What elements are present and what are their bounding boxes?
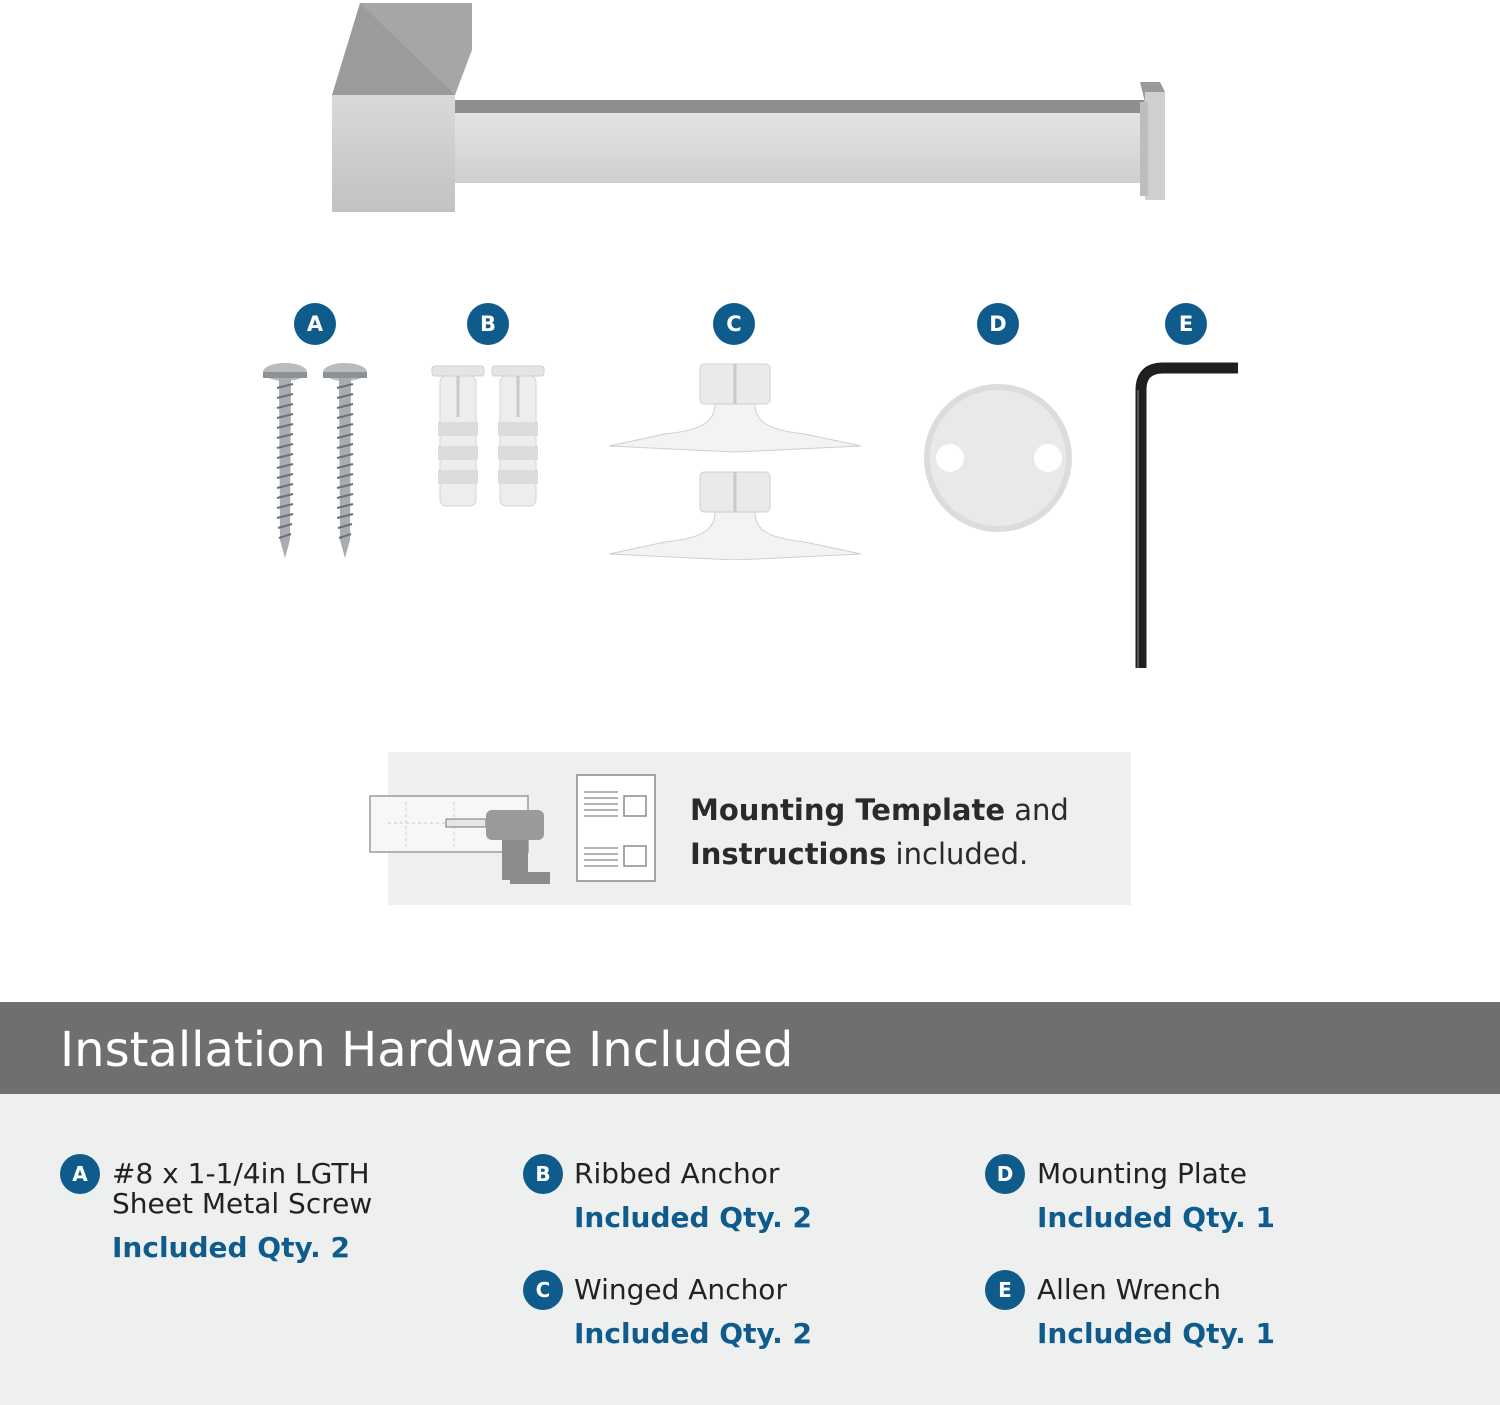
part-a-name-line2: Sheet Metal Screw [112, 1187, 373, 1220]
part-d-qty: Included Qty. 1 [1037, 1201, 1276, 1234]
list-item-b [574, 1152, 812, 1240]
list-badge-d: D [985, 1154, 1025, 1194]
drill-template-icon [368, 772, 558, 887]
template-bold-1: Mounting Template [690, 793, 1005, 827]
part-e-name: Allen Wrench [1037, 1273, 1222, 1306]
template-bold-2: Instructions [690, 837, 887, 871]
winged-anchors-image [605, 360, 865, 560]
list-badge-a: A [60, 1154, 100, 1194]
part-e-badge: E [1165, 303, 1207, 345]
template-text-1: and [1005, 793, 1069, 827]
section-title: Installation Hardware Included [60, 1022, 794, 1078]
part-a-qty: Included Qty. 2 [112, 1231, 351, 1264]
template-description [690, 788, 1120, 876]
list-badge-b: B [523, 1154, 563, 1194]
list-item-c [574, 1268, 812, 1356]
part-c-name: Winged Anchor [574, 1273, 787, 1306]
list-item-d [1037, 1152, 1275, 1240]
part-c-badge: C [713, 303, 755, 345]
part-d-name: Mounting Plate [1037, 1157, 1247, 1190]
template-text-2: included. [886, 837, 1029, 871]
part-a-name-line1: #8 x 1-1/4in LGTH [112, 1157, 370, 1190]
list-item-e [1037, 1268, 1275, 1356]
part-c-qty: Included Qty. 2 [574, 1317, 813, 1350]
part-b-badge: B [467, 303, 509, 345]
list-badge-c: C [523, 1270, 563, 1310]
product-holder-image [0, 0, 1500, 220]
ribbed-anchors-image [428, 362, 550, 517]
allen-wrench-image [1130, 360, 1245, 675]
part-d-badge: D [977, 303, 1019, 345]
list-item-a [112, 1152, 372, 1270]
part-b-qty: Included Qty. 2 [574, 1201, 813, 1234]
list-badge-e: E [985, 1270, 1025, 1310]
part-a-badge: A [294, 303, 336, 345]
part-e-qty: Included Qty. 1 [1037, 1317, 1276, 1350]
screws-image [255, 360, 375, 565]
part-b-name: Ribbed Anchor [574, 1157, 780, 1190]
mounting-plate-image [920, 380, 1080, 540]
instructions-document-icon [576, 774, 658, 884]
